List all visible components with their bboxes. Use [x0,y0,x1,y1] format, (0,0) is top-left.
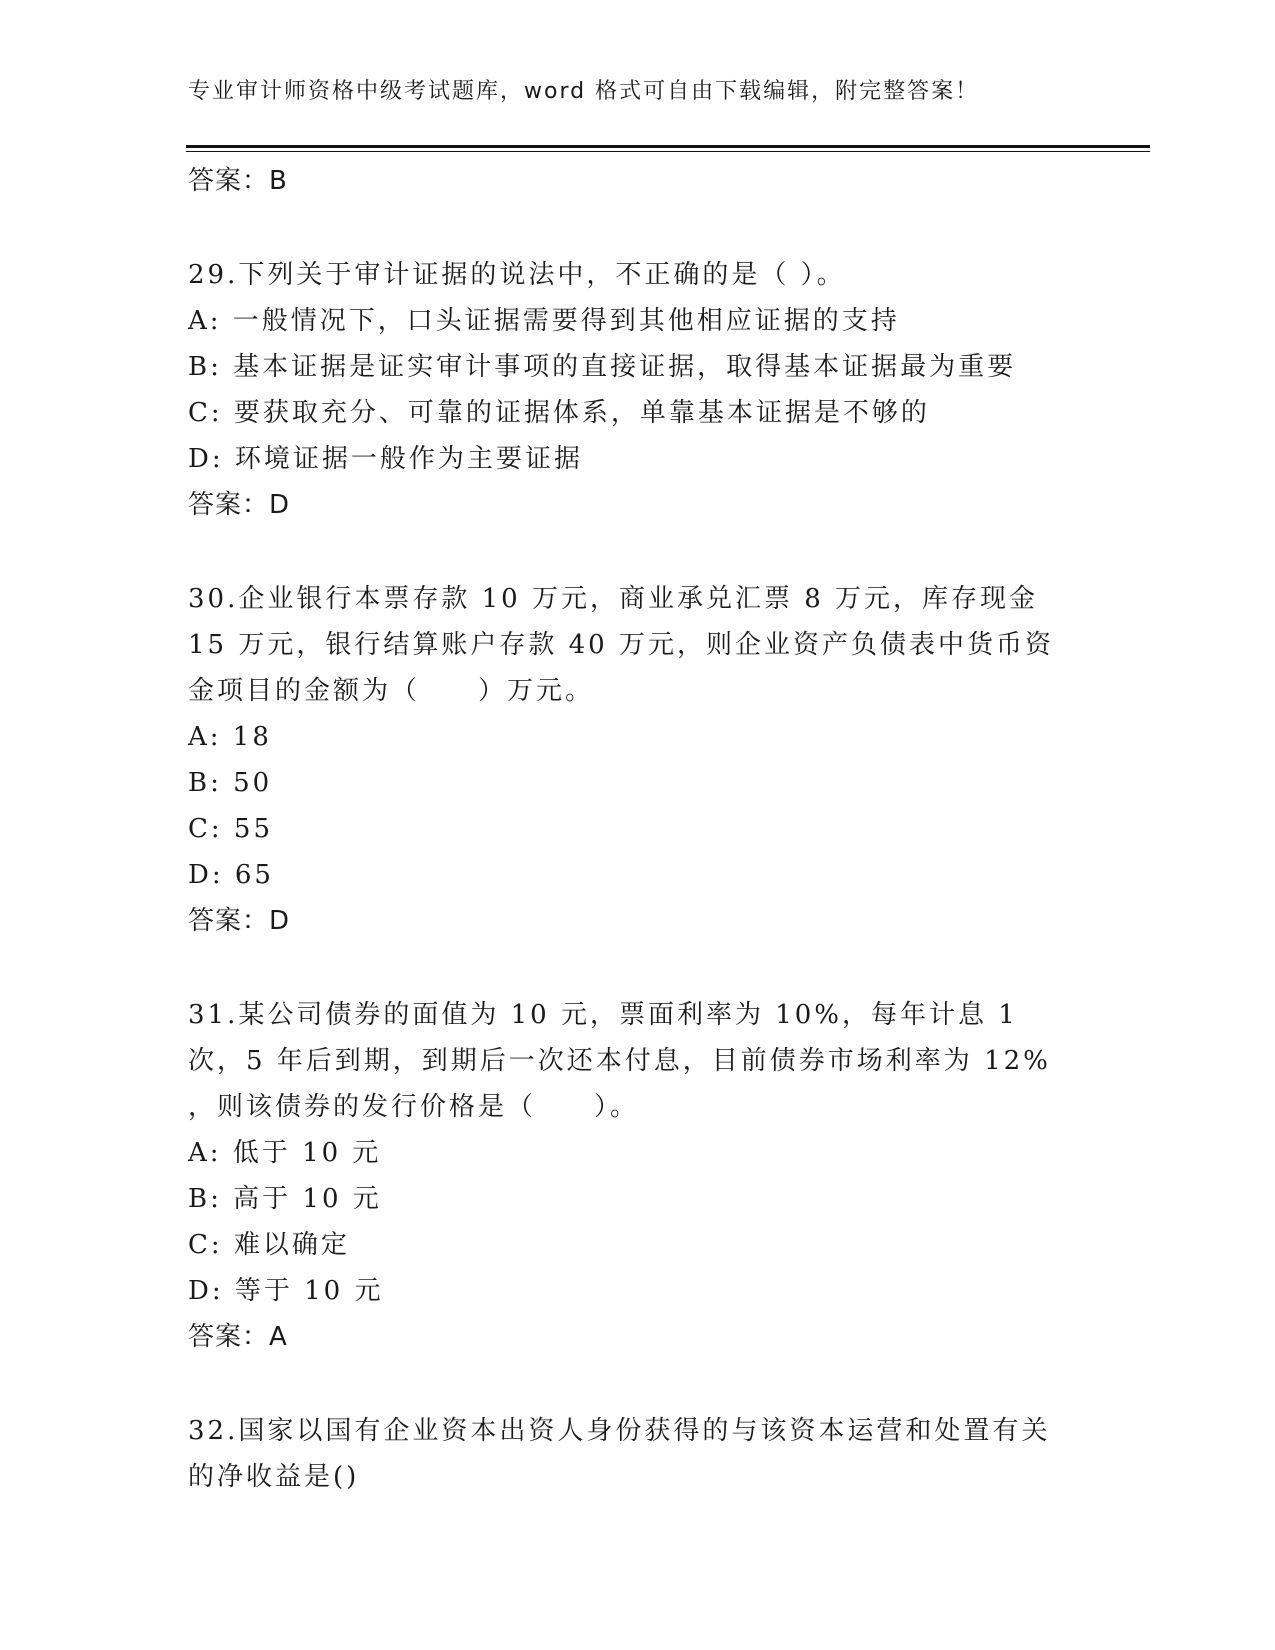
spacer [188,1360,1068,1408]
page-header: 专业审计师资格中级考试题库，word 格式可自由下载编辑，附完整答案！ [188,79,980,104]
answer-31: 答案：A [188,1322,288,1352]
question-29-option-a: A: 一般情况下，口头证据需要得到其他相应证据的支持 [188,306,900,336]
spacer [188,528,1068,576]
answer-30: 答案：D [188,906,291,936]
question-30 [188,576,1068,944]
question-29-option-c: C: 要获取充分、可靠的证据体系，单靠基本证据是不够的 [188,398,930,428]
question-content [188,158,1068,1500]
answer-28: 答案：B [188,166,288,196]
header-rule-thick [186,145,1150,148]
question-30-option-b: B: 50 [188,768,273,798]
question-29-text: 29.下列关于审计证据的说法中，不正确的是（ ）。 [188,260,846,290]
question-32-text: 32.国家以国有企业资本出资人身份获得的与该资本运营和处置有关的净收益是() [188,1416,1051,1492]
question-31-option-a: A: 低于 10 元 [188,1138,382,1168]
question-31-option-d: D: 等于 10 元 [188,1276,384,1306]
question-32 [188,1408,1068,1500]
question-29 [188,252,1068,528]
question-30-text: 30.企业银行本票存款 10 万元，商业承兑汇票 8 万元，库存现金 15 万元，银行结算账户存款 40 万元，则企业资产负债表中货币资金项目的金额为（ ）万元。 [188,584,1054,706]
question-29-option-b: B: 基本证据是证实审计事项的直接证据，取得基本证据最为重要 [188,352,1017,382]
question-31-option-c: C: 难以确定 [188,1230,350,1260]
question-31-text: 31.某公司债券的面值为 10 元，票面利率为 10%，每年计息 1 次，5 年后到期，到期后一次还本付息，目前债券市场利率为 12% ，则该债券的发行价格是（ ）。 [188,1000,1051,1122]
spacer [188,204,1068,252]
question-31 [188,992,1068,1360]
header-rule-thin [186,151,1150,152]
question-30-option-a: A: 18 [188,722,272,752]
question-29-option-d: D: 环境证据一般作为主要证据 [188,444,583,474]
answer-29: 答案：D [188,490,291,520]
question-30-option-c: C: 55 [188,814,274,844]
spacer [188,944,1068,992]
question-30-option-d: D: 65 [188,860,274,890]
question-31-option-b: B: 高于 10 元 [188,1184,382,1214]
